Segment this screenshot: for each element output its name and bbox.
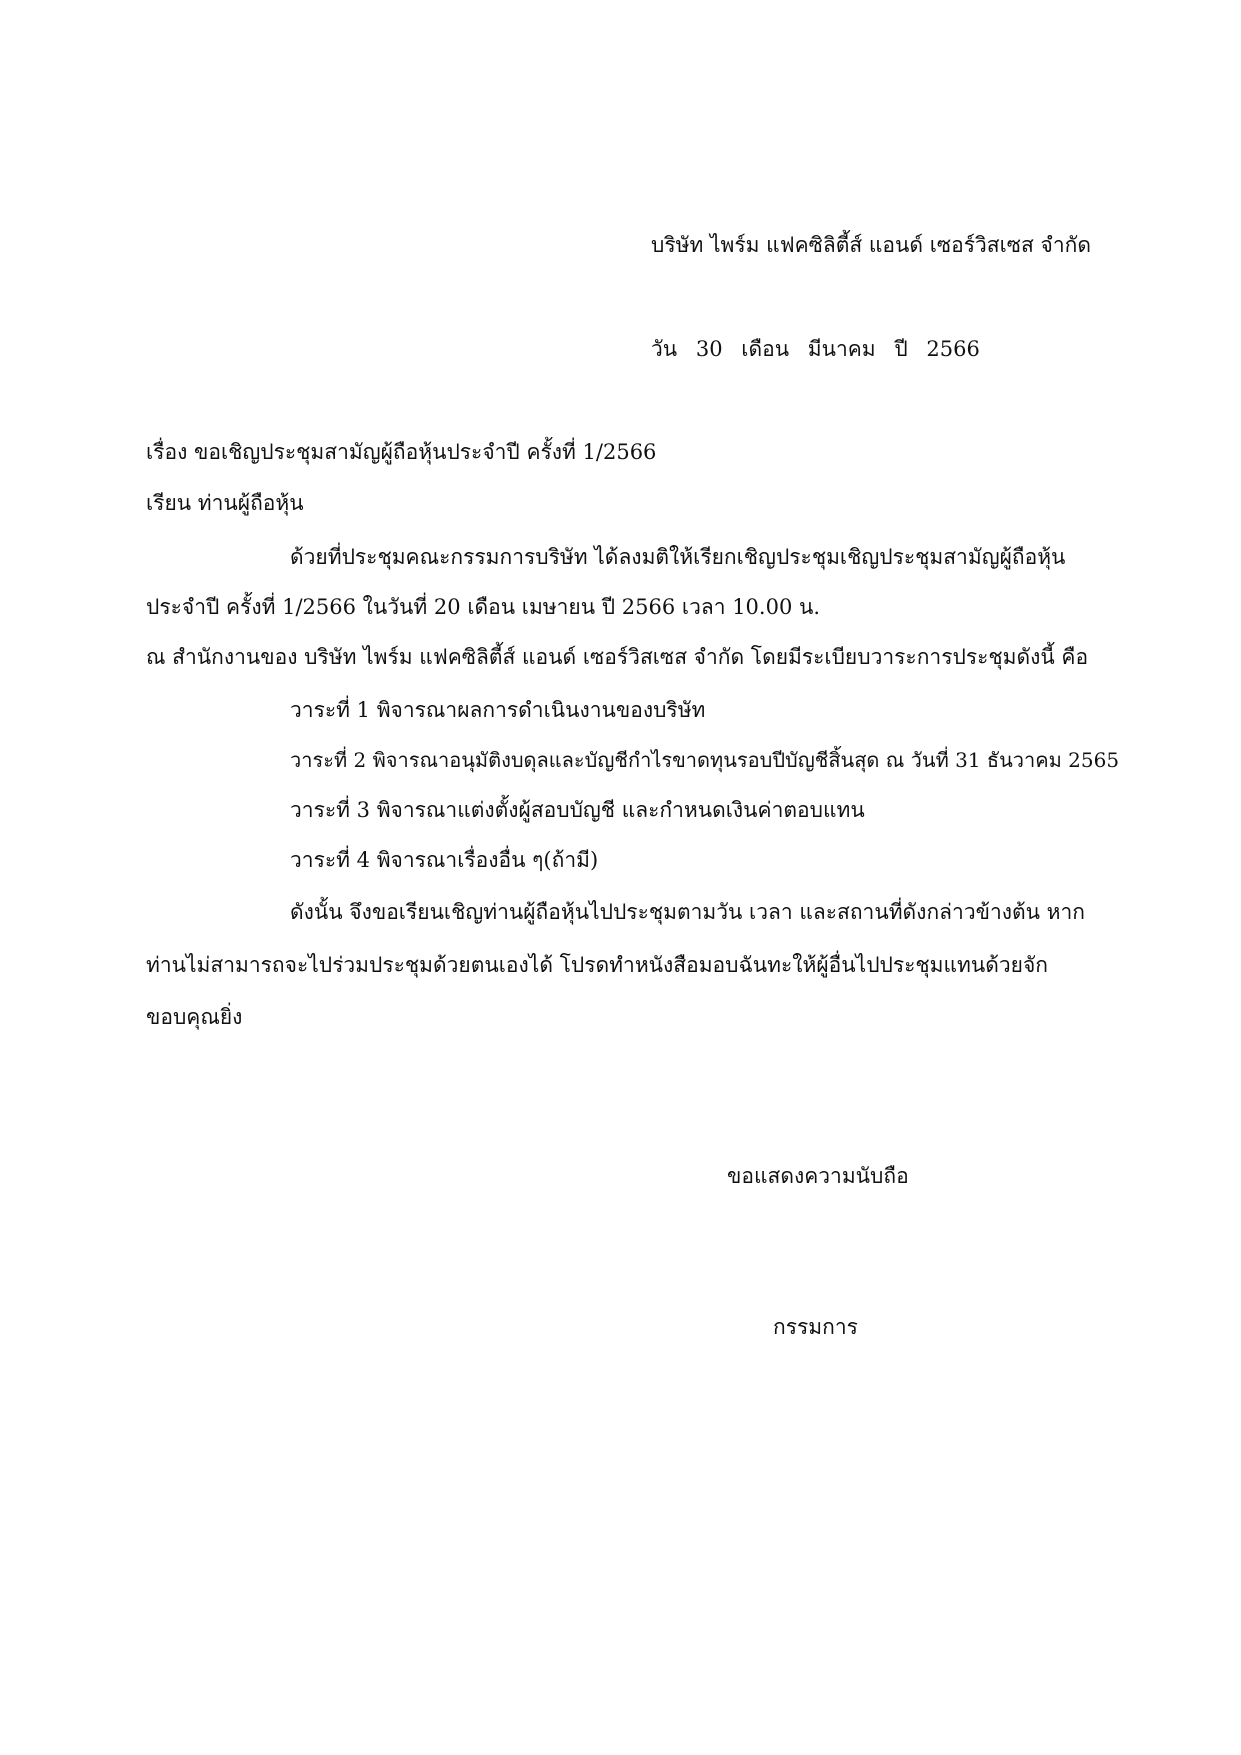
agenda-item-1: วาระที่ 1 พิจารณาผลการดำเนินงานของบริษัท — [290, 698, 706, 722]
body-paragraph-1-line-2: ประจำปี ครั้งที่ 1/2566 ในวันที่ 20 เดือน เมษายน ปี 2566 เวลา 10.00 น. — [146, 595, 821, 619]
date-month-label: เดือน — [741, 337, 790, 361]
date-day: 30 — [695, 337, 723, 361]
agenda-item-2: วาระที่ 2 พิจารณาอนุมัติงบดุลและบัญชีกำไรขาดทุนรอบปีบัญชีสิ้นสุด ณ วันที่ 31 ธันวาคม 2565 — [290, 748, 1120, 772]
signature-title: กรรมการ — [773, 1315, 858, 1339]
agenda-item-3: วาระที่ 3 พิจารณาแต่งตั้งผู้สอบบัญชี และกำหนดเงินค่าตอบแทน — [290, 798, 865, 822]
body-paragraph-2-line-3: ขอบคุณยิ่ง — [146, 1005, 243, 1029]
agenda-item-4: วาระที่ 4 พิจารณาเรื่องอื่น ๆ(ถ้ามี) — [290, 848, 599, 872]
body-paragraph-2-line-1: ดังนั้น จึงขอเรียนเชิญท่านผู้ถือหุ้นไปประชุมตามวัน เวลา และสถานที่ดังกล่าวข้างต้น หาก — [290, 900, 1086, 924]
date-month: มีนาคม — [807, 337, 876, 361]
company-name: บริษัท ไพร์ม แฟคซิลิตี้ส์ แอนด์ เซอร์วิสเซส จำกัด — [651, 233, 1091, 257]
letter-date — [651, 334, 992, 364]
date-year-label: ปี — [894, 337, 908, 361]
closing-line: ขอแสดงความนับถือ — [727, 1164, 909, 1188]
date-year: 2566 — [926, 337, 980, 361]
body-paragraph-1-line-1: ด้วยที่ประชุมคณะกรรมการบริษัท ได้ลงมติให้เรียกเชิญประชุมเชิญประชุมสามัญผู้ถือหุ้น — [290, 545, 1066, 569]
body-paragraph-1-line-3: ณ สำนักงานของ บริษัท ไพร์ม แฟคซิลิตี้ส์ แอนด์ เซอร์วิสเซส จำกัด โดยมีระเบียบวาระการประชุมดังนี้ คือ — [146, 645, 1089, 669]
date-day-label: วัน — [651, 337, 678, 361]
body-paragraph-2-line-2: ท่านไม่สามารถจะไปร่วมประชุมด้วยตนเองได้ โปรดทำหนังสือมอบฉันทะให้ผู้อื่นไปประชุมแทนด้วยจัก — [146, 953, 1048, 977]
subject-line: เรื่อง ขอเชิญประชุมสามัญผู้ถือหุ้นประจำปี ครั้งที่ 1/2566 — [146, 440, 657, 464]
salutation-line: เรียน ท่านผู้ถือหุ้น — [146, 491, 304, 515]
